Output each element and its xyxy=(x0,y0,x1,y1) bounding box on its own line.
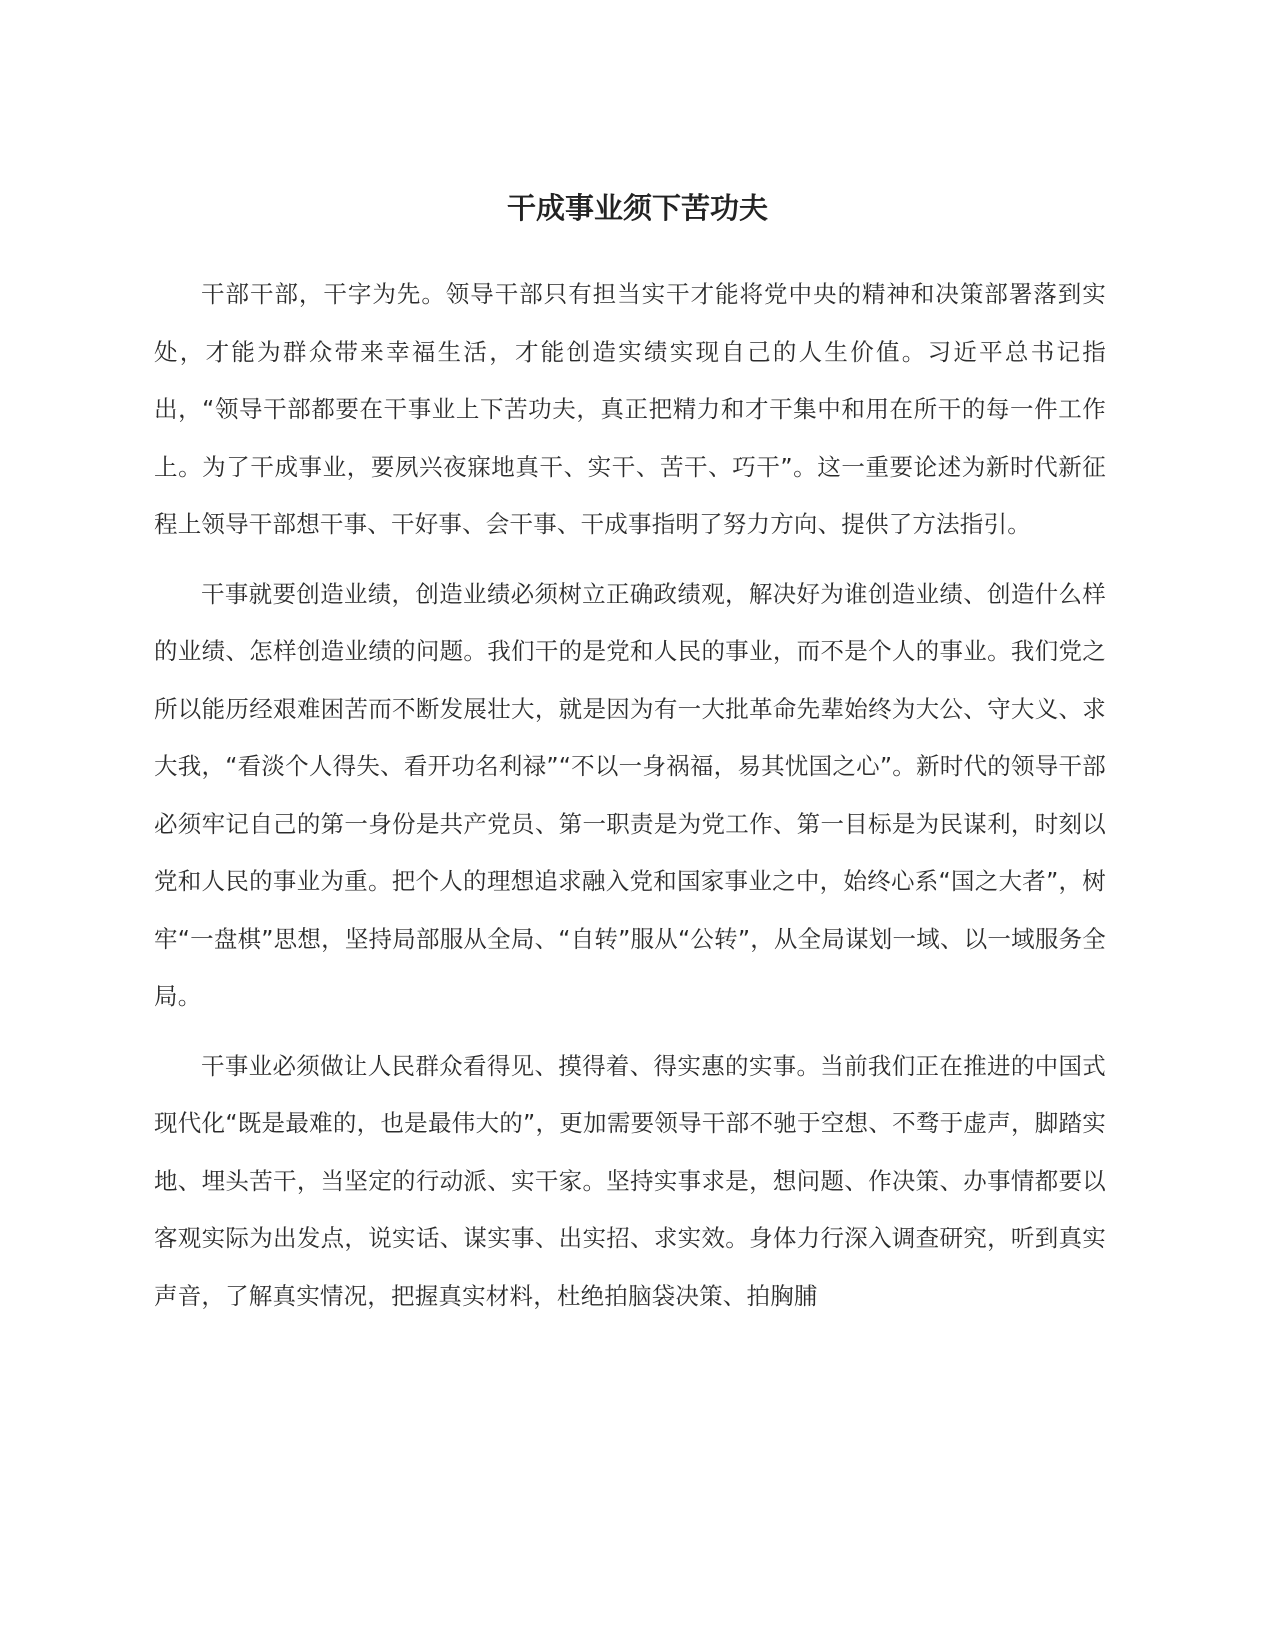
document-body xyxy=(154,266,1106,1337)
document-title: 干成事业须下苦功夫 xyxy=(506,191,768,225)
paragraph: 干事就要创造业绩，创造业绩必须树立正确政绩观，解决好为谁创造业绩、创造什么样的业绩、怎样创造业绩的问题。我们干的是党和人民的事业，而不是个人的事业。我们党之所以能历经艰难困苦而不断发展壮大，就是因为有一大批革命先辈始终为大公、守大义、求大我，“看淡个人得失、看开功名利禄”“不以一身祸福，易其忧国之心”。新时代的领导干部必须牢记自己的第一身份是共产党员、第一职责是为党工作、第一目标是为民谋利，时刻以党和人民的事业为重。把个人的理想追求融入党和国家事业之中，始终心系“国之大者”，树牢“一盘棋”思想，坚持局部服从全局、“自转”服从“公转”，从全局谋划一域、以一域服务全局。 xyxy=(154,579,1106,1010)
paragraph: 干部干部，干字为先。领导干部只有担当实干才能将党中央的精神和决策部署落到实处，才能为群众带来幸福生活，才能创造实绩实现自己的人生价值。习近平总书记指出，“领导干部都要在干事业上下苦功夫，真正把精力和才干集中和用在所干的每一件工作上。为了干成事业，要夙兴夜寐地真干、实干、苦干、巧干”。这一重要论述为新时代新征程上领导干部想干事、干好事、会干事、干成事指明了努力方向、提供了方法指引。 xyxy=(154,280,1106,538)
paragraph: 干事业必须做让人民群众看得见、摸得着、得实惠的实事。当前我们正在推进的中国式现代化“既是最难的，也是最伟大的”，更加需要领导干部不驰于空想、不骛于虚声，脚踏实地、埋头苦干，当坚定的行动派、实干家。坚持实事求是，想问题、作决策、办事情都要以客观实际为出发点，说实话、谋实事、出实招、求实效。身体力行深入调查研究，听到真实声音，了解真实情况，把握真实材料，杜绝拍脑袋决策、拍胸脯 xyxy=(154,1051,1106,1310)
